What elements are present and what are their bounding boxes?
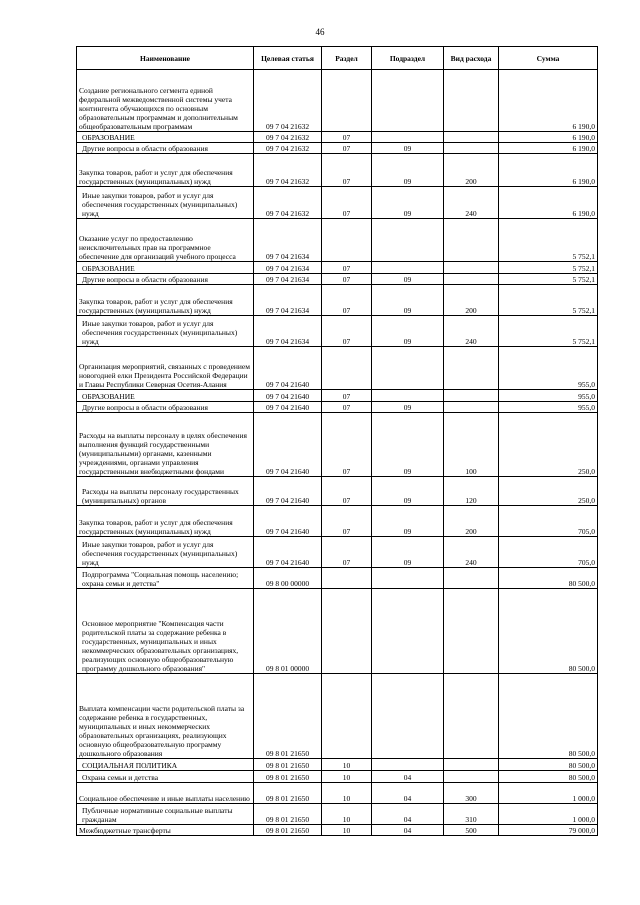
row-subsection: 04 (372, 804, 444, 825)
row-article: 09 7 04 21632 (254, 154, 322, 187)
row-amount: 6 190,0 (499, 132, 598, 143)
row-amount: 5 752,1 (499, 262, 598, 274)
header-expense-type: Вид расхода (444, 47, 499, 70)
row-subsection (372, 589, 444, 674)
row-subsection (372, 219, 444, 262)
row-article: 09 7 04 21634 (254, 274, 322, 285)
row-subsection: 09 (372, 154, 444, 187)
row-name: Создание регионального сегмента единой федеральной межведомственной системы учета контингента обучающихся по основным образовательным программам и дополнительным общеобразовательным программам (77, 70, 254, 132)
row-name: Социальное обеспечение и иные выплаты населению (77, 783, 254, 804)
row-amount: 705,0 (499, 537, 598, 568)
row-name: Другие вопросы в области образования (77, 143, 254, 154)
row-article: 09 7 04 21634 (254, 285, 322, 316)
row-expense-type (444, 347, 499, 390)
row-section: 07 (322, 477, 372, 506)
row-amount: 5 752,1 (499, 219, 598, 262)
row-expense-type: 300 (444, 783, 499, 804)
row-article: 09 8 01 00000 (254, 589, 322, 674)
row-article: 09 7 04 21640 (254, 537, 322, 568)
row-article: 09 8 01 21650 (254, 674, 322, 759)
table-row (77, 674, 598, 759)
row-name: Иные закупки товаров, работ и услуг для обеспечения государственных (муниципальных) нужд (77, 187, 254, 219)
row-subsection: 09 (372, 413, 444, 477)
row-amount: 705,0 (499, 506, 598, 537)
row-subsection: 04 (372, 783, 444, 804)
row-amount: 6 190,0 (499, 143, 598, 154)
table-row (77, 390, 598, 402)
header-name: Наименование (77, 47, 254, 70)
row-name: Расходы на выплаты персоналу в целях обеспечения выполнения функций государственными (муниципальными) органами, казенными учреждениями, органами управления государственными внебюджетными фондами (77, 413, 254, 477)
row-subsection: 09 (372, 187, 444, 219)
row-expense-type (444, 390, 499, 402)
row-name: СОЦИАЛЬНАЯ ПОЛИТИКА (77, 759, 254, 771)
row-section: 10 (322, 759, 372, 771)
table-row (77, 316, 598, 347)
row-expense-type (444, 143, 499, 154)
row-amount: 955,0 (499, 390, 598, 402)
row-article: 09 7 04 21632 (254, 70, 322, 132)
row-article: 09 8 01 21650 (254, 783, 322, 804)
row-section: 07 (322, 285, 372, 316)
row-expense-type (444, 674, 499, 759)
row-article: 09 7 04 21640 (254, 413, 322, 477)
row-section (322, 347, 372, 390)
row-section (322, 70, 372, 132)
row-section: 07 (322, 132, 372, 143)
page-number: 46 (315, 27, 325, 37)
row-expense-type (444, 274, 499, 285)
row-expense-type: 200 (444, 506, 499, 537)
row-amount: 80 500,0 (499, 759, 598, 771)
row-name: Иные закупки товаров, работ и услуг для обеспечения государственных (муниципальных) нужд (77, 537, 254, 568)
table-row (77, 143, 598, 154)
row-name: Подпрограмма "Социальная помощь населению; охрана семьи и детства" (77, 568, 254, 589)
row-section: 10 (322, 771, 372, 783)
row-article: 09 8 01 21650 (254, 759, 322, 771)
row-subsection: 09 (372, 506, 444, 537)
row-expense-type: 310 (444, 804, 499, 825)
table-row (77, 219, 598, 262)
table-row (77, 132, 598, 143)
row-name: Закупка товаров, работ и услуг для обеспечения государственных (муниципальных) нужд (77, 506, 254, 537)
row-amount: 80 500,0 (499, 568, 598, 589)
row-subsection: 04 (372, 771, 444, 783)
table-row (77, 506, 598, 537)
row-subsection (372, 568, 444, 589)
row-section (322, 568, 372, 589)
table-row (77, 274, 598, 285)
row-amount: 5 752,1 (499, 274, 598, 285)
row-expense-type (444, 402, 499, 413)
row-amount: 1 000,0 (499, 783, 598, 804)
row-section: 07 (322, 316, 372, 347)
table-row (77, 589, 598, 674)
row-expense-type (444, 568, 499, 589)
row-amount: 80 500,0 (499, 674, 598, 759)
row-amount: 955,0 (499, 402, 598, 413)
row-amount: 5 752,1 (499, 285, 598, 316)
row-expense-type (444, 132, 499, 143)
row-amount: 6 190,0 (499, 154, 598, 187)
row-section: 10 (322, 825, 372, 836)
table-row (77, 347, 598, 390)
row-article: 09 7 04 21640 (254, 390, 322, 402)
row-subsection: 09 (372, 402, 444, 413)
row-expense-type: 240 (444, 316, 499, 347)
row-article: 09 7 04 21634 (254, 219, 322, 262)
row-name: Оказание услуг по предоставлению неисключительных прав на программное обеспечение для организаций учебного процесса (77, 219, 254, 262)
row-article: 09 7 04 21640 (254, 506, 322, 537)
row-article: 09 8 01 21650 (254, 771, 322, 783)
row-section: 07 (322, 413, 372, 477)
row-expense-type: 200 (444, 285, 499, 316)
row-subsection (372, 759, 444, 771)
table-row (77, 771, 598, 783)
row-amount: 5 752,1 (499, 316, 598, 347)
row-amount: 6 190,0 (499, 187, 598, 219)
row-subsection: 09 (372, 285, 444, 316)
row-name: ОБРАЗОВАНИЕ (77, 132, 254, 143)
row-expense-type: 240 (444, 537, 499, 568)
header-subsection: Подраздел (372, 47, 444, 70)
row-section: 07 (322, 187, 372, 219)
row-section: 07 (322, 537, 372, 568)
row-amount: 6 190,0 (499, 70, 598, 132)
row-expense-type: 240 (444, 187, 499, 219)
row-subsection: 04 (372, 825, 444, 836)
row-expense-type: 500 (444, 825, 499, 836)
row-amount: 1 000,0 (499, 804, 598, 825)
row-subsection (372, 262, 444, 274)
row-amount: 79 000,0 (499, 825, 598, 836)
row-subsection (372, 70, 444, 132)
row-name: Расходы на выплаты персоналу государственных (муниципальных) органов (77, 477, 254, 506)
row-name: Межбюджетные трансферты (77, 825, 254, 836)
row-name: Другие вопросы в области образования (77, 402, 254, 413)
row-article: 09 7 04 21632 (254, 143, 322, 154)
row-section: 07 (322, 390, 372, 402)
table-row (77, 825, 598, 836)
row-subsection: 09 (372, 143, 444, 154)
row-expense-type (444, 219, 499, 262)
row-expense-type: 100 (444, 413, 499, 477)
row-subsection (372, 674, 444, 759)
row-amount: 955,0 (499, 347, 598, 390)
header-amount: Сумма (499, 47, 598, 70)
row-section (322, 589, 372, 674)
row-section (322, 219, 372, 262)
row-article: 09 8 01 21650 (254, 804, 322, 825)
row-amount: 80 500,0 (499, 589, 598, 674)
row-name: Основное мероприятие "Компенсация части родительской платы за содержание ребенка в государственных, муниципальных и иных некоммерческих образовательных организациях, реализующих основную общеобразовательную программу дошкольного образования" (77, 589, 254, 674)
row-section: 07 (322, 262, 372, 274)
table-row (77, 262, 598, 274)
table-row (77, 187, 598, 219)
table-row (77, 402, 598, 413)
row-name: Выплата компенсации части родительской платы за содержание ребенка в государственных, муниципальных и иных некоммерческих образовательных организациях, реализующих основную общеобразовательную программу дошкольного образования (77, 674, 254, 759)
row-expense-type (444, 771, 499, 783)
row-amount: 80 500,0 (499, 771, 598, 783)
budget-table (76, 46, 598, 836)
row-expense-type (444, 589, 499, 674)
row-section: 07 (322, 274, 372, 285)
row-article: 09 7 04 21640 (254, 402, 322, 413)
row-subsection: 09 (372, 477, 444, 506)
row-subsection (372, 132, 444, 143)
row-article: 09 7 04 21632 (254, 132, 322, 143)
row-article: 09 7 04 21640 (254, 477, 322, 506)
header-article: Целевая статья (254, 47, 322, 70)
row-amount: 250,0 (499, 477, 598, 506)
row-subsection (372, 347, 444, 390)
row-article: 09 8 00 00000 (254, 568, 322, 589)
row-name: Охрана семьи и детства (77, 771, 254, 783)
row-section: 10 (322, 783, 372, 804)
row-section: 10 (322, 804, 372, 825)
row-expense-type: 120 (444, 477, 499, 506)
row-article: 09 7 04 21634 (254, 262, 322, 274)
row-article: 09 8 01 21650 (254, 825, 322, 836)
row-name: Другие вопросы в области образования (77, 274, 254, 285)
table-row (77, 783, 598, 804)
header-section: Раздел (322, 47, 372, 70)
row-subsection (372, 390, 444, 402)
row-section (322, 674, 372, 759)
table-row (77, 413, 598, 477)
row-article: 09 7 04 21634 (254, 316, 322, 347)
row-subsection: 09 (372, 274, 444, 285)
table-row (77, 804, 598, 825)
row-name: Публичные нормативные социальные выплаты гражданам (77, 804, 254, 825)
row-amount: 250,0 (499, 413, 598, 477)
table-row (77, 477, 598, 506)
row-name: ОБРАЗОВАНИЕ (77, 262, 254, 274)
table-header-row (77, 47, 598, 70)
row-section: 07 (322, 143, 372, 154)
row-expense-type (444, 262, 499, 274)
table-row (77, 70, 598, 132)
table-row (77, 759, 598, 771)
row-section: 07 (322, 506, 372, 537)
row-subsection: 09 (372, 316, 444, 347)
table-row (77, 568, 598, 589)
table-row (77, 537, 598, 568)
row-subsection: 09 (372, 537, 444, 568)
row-section: 07 (322, 402, 372, 413)
row-name: Закупка товаров, работ и услуг для обеспечения государственных (муниципальных) нужд (77, 285, 254, 316)
row-name: Организация мероприятий, связанных с проведением новогодней елки Президента Российской Федерации и Главы Республики Северная Осетия-Алания (77, 347, 254, 390)
row-name: Иные закупки товаров, работ и услуг для обеспечения государственных (муниципальных) нужд (77, 316, 254, 347)
row-expense-type: 200 (444, 154, 499, 187)
row-name: Закупка товаров, работ и услуг для обеспечения государственных (муниципальных) нужд (77, 154, 254, 187)
row-section: 07 (322, 154, 372, 187)
table-row (77, 285, 598, 316)
row-article: 09 7 04 21640 (254, 347, 322, 390)
row-expense-type (444, 70, 499, 132)
table-row (77, 154, 598, 187)
row-article: 09 7 04 21632 (254, 187, 322, 219)
row-expense-type (444, 759, 499, 771)
row-name: ОБРАЗОВАНИЕ (77, 390, 254, 402)
